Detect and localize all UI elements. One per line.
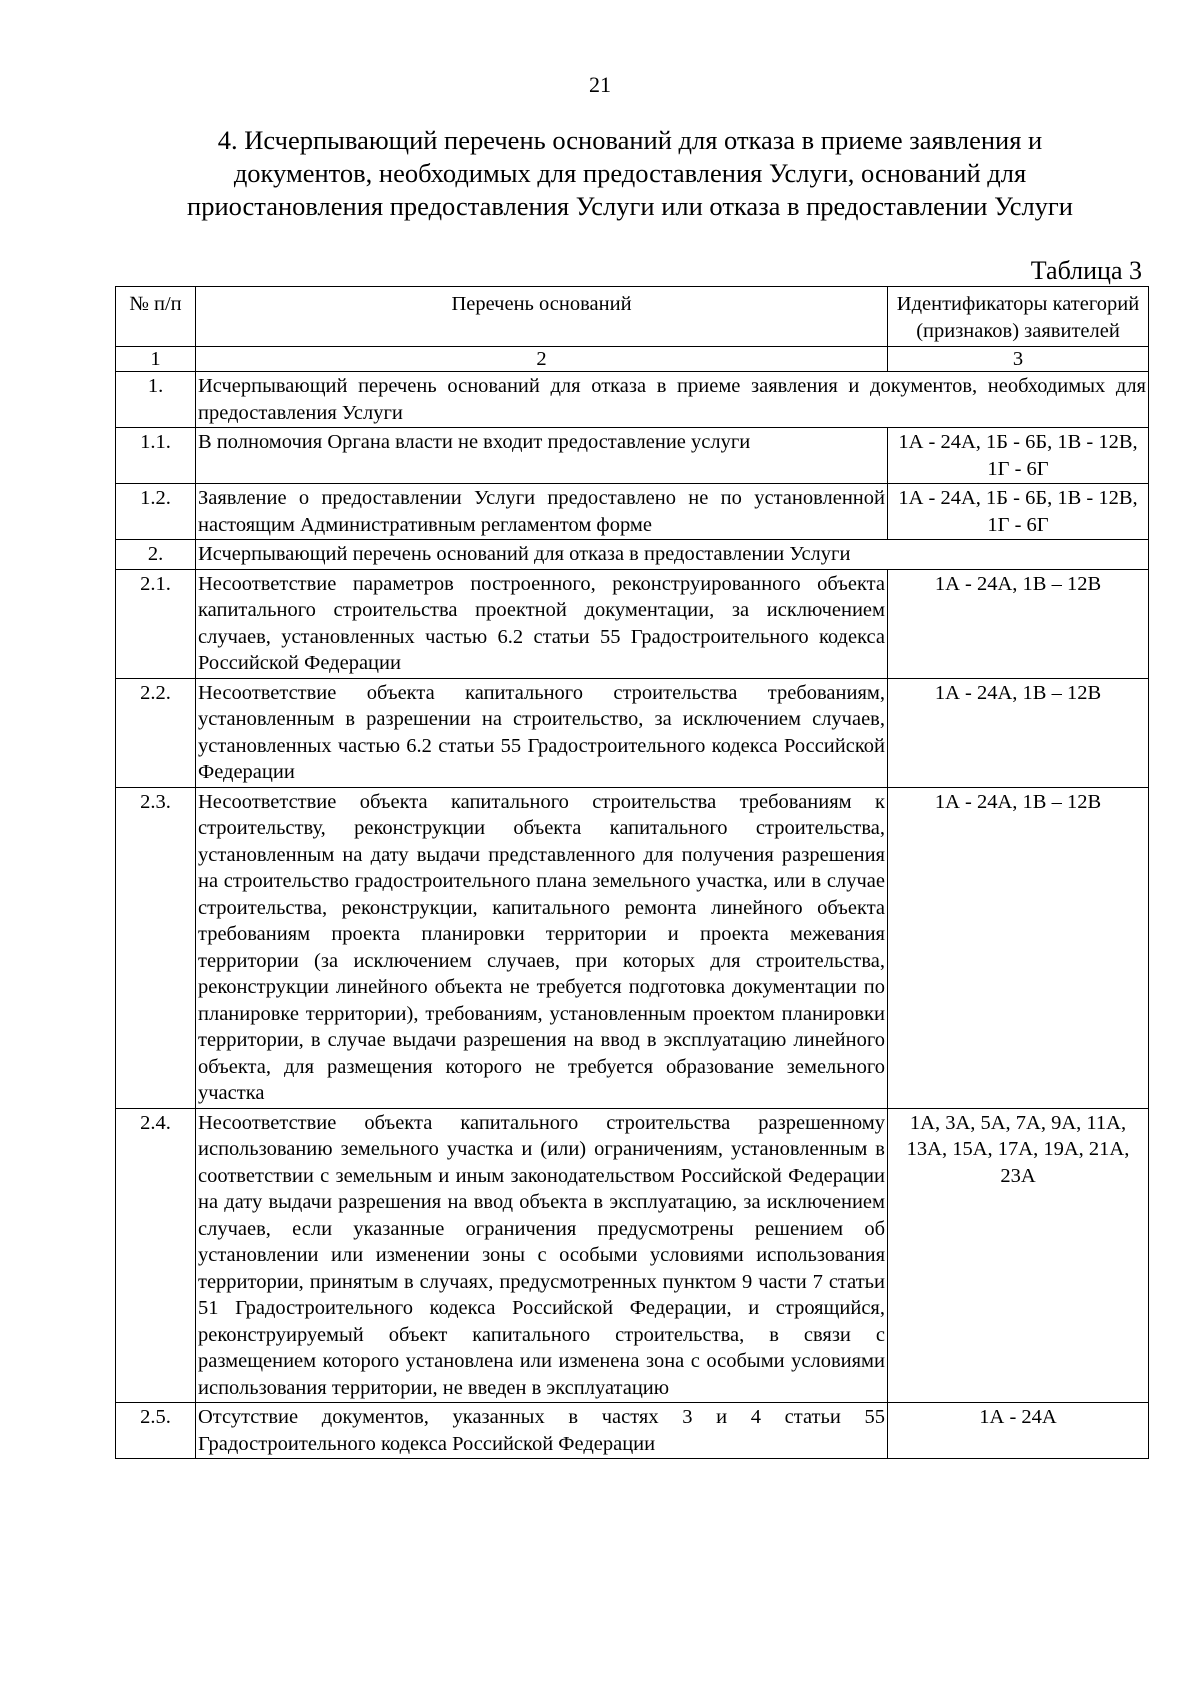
- row-number: 1.2.: [116, 484, 196, 540]
- applicant-identifiers: 1А - 24А, 1Б - 6Б, 1В - 12В, 1Г - 6Г: [888, 484, 1149, 540]
- table-row: [116, 787, 1149, 1108]
- ground-text: Несоответствие объекта капитального строительства требованиям к строительству, реконструкции объекта капитального строительства, установленным на дату выдачи представленного для получения разрешения на строительство градостроительного плана земельного участка, или в случае строительства, реконструкции, капитального ремонта линейного объекта требованиям проекта планировки территории и проекта межевания территории (за исключением случаев, при которых для строительства, реконструкции линейного объекта не требуется подготовка документации по планировке территории), требованиям, установленным проектом планировки территории, в случае выдачи разрешения на ввод в эксплуатацию линейного объекта, для размещения которого не требуется образование земельного участка: [196, 787, 888, 1108]
- applicant-identifiers: 1А - 24А, 1Б - 6Б, 1В - 12В, 1Г - 6Г: [888, 428, 1149, 484]
- grounds-table: [115, 286, 1149, 1459]
- row-number: 2.5.: [116, 1403, 196, 1459]
- ground-text: Несоответствие объекта капитального строительства требованиям, установленным в разрешении на строительство, за исключением случаев, установленных частью 6.2 статьи 55 Градостроительного кодекса Российской Федерации: [196, 678, 888, 787]
- table-row: [116, 428, 1149, 484]
- table-section-row: [116, 540, 1149, 570]
- row-number: 1.: [116, 372, 196, 428]
- section-title: Исчерпывающий перечень оснований для отказа в предоставлении Услуги: [196, 540, 1149, 570]
- column-numbers-row: [116, 347, 1149, 372]
- row-number: 2.2.: [116, 678, 196, 787]
- table-row: [116, 1108, 1149, 1403]
- ground-text: Отсутствие документов, указанных в частях 3 и 4 статьи 55 Градостроительного кодекса Российской Федерации: [196, 1403, 888, 1459]
- table-row: [116, 569, 1149, 678]
- ground-text: В полномочия Органа власти не входит предоставление услуги: [196, 428, 888, 484]
- heading-line: 4. Исчерпывающий перечень оснований для отказа в приеме заявления и: [217, 125, 1043, 155]
- row-number: 2.4.: [116, 1108, 196, 1403]
- section-heading: [120, 124, 1140, 223]
- page-number: 21: [589, 72, 611, 97]
- row-number: 2.3.: [116, 787, 196, 1108]
- applicant-identifiers: 1А - 24А, 1В – 12В: [888, 787, 1149, 1108]
- table-row: [116, 1403, 1149, 1459]
- column-number: 2: [196, 347, 888, 372]
- row-number: 2.: [116, 540, 196, 570]
- section-title: Исчерпывающий перечень оснований для отказа в приеме заявления и документов, необходимых для предоставления Услуги: [196, 372, 1149, 428]
- table-body: [116, 287, 1149, 1459]
- heading-line: документов, необходимых для предоставления Услуги, оснований для: [233, 158, 1027, 188]
- ground-text: Заявление о предоставлении Услуги предоставлено не по установленной настоящим Административным регламентом форме: [196, 484, 888, 540]
- header-identifiers: Идентификаторы категорий (признаков) заявителей: [888, 287, 1149, 347]
- table-row: [116, 484, 1149, 540]
- table-caption: Таблица 3: [1030, 256, 1142, 285]
- row-number: 2.1.: [116, 569, 196, 678]
- header-number: № п/п: [116, 287, 196, 347]
- applicant-identifiers: 1А - 24А: [888, 1403, 1149, 1459]
- table-section-row: [116, 372, 1149, 428]
- ground-text: Несоответствие объекта капитального строительства разрешенному использованию земельного участка и (или) ограничениям, установленным в соответствии с земельным и иным законодательством Российской Федерации на дату выдачи разрешения на ввод объекта в эксплуатацию, за исключением случаев, если указанные ограничения предусмотрены решением об установлении или изменении зоны с особыми условиями использования территории, принятым в случаях, предусмотренных пунктом 9 части 7 статьи 51 Градостроительного кодекса Российской Федерации, и строящийся, реконструируемый объект капитального строительства, в связи с размещением которого установлена или изменена зона с особыми условиями использования территории, не введен в эксплуатацию: [196, 1108, 888, 1403]
- table-header-row: [116, 287, 1149, 347]
- ground-text: Несоответствие параметров построенного, реконструированного объекта капитального строительства проектной документации, за исключением случаев, установленных частью 6.2 статьи 55 Градостроительного кодекса Российской Федерации: [196, 569, 888, 678]
- row-number: 1.1.: [116, 428, 196, 484]
- table-row: [116, 678, 1149, 787]
- applicant-identifiers: 1А - 24А, 1В – 12В: [888, 678, 1149, 787]
- applicant-identifiers: 1А - 24А, 1В – 12В: [888, 569, 1149, 678]
- column-number: 1: [116, 347, 196, 372]
- heading-line: приостановления предоставления Услуги или отказа в предоставлении Услуги: [187, 191, 1073, 221]
- applicant-identifiers: 1А, 3А, 5А, 7А, 9А, 11А, 13А, 15А, 17А, 19А, 21А, 23А: [888, 1108, 1149, 1403]
- header-grounds: Перечень оснований: [196, 287, 888, 347]
- column-number: 3: [888, 347, 1149, 372]
